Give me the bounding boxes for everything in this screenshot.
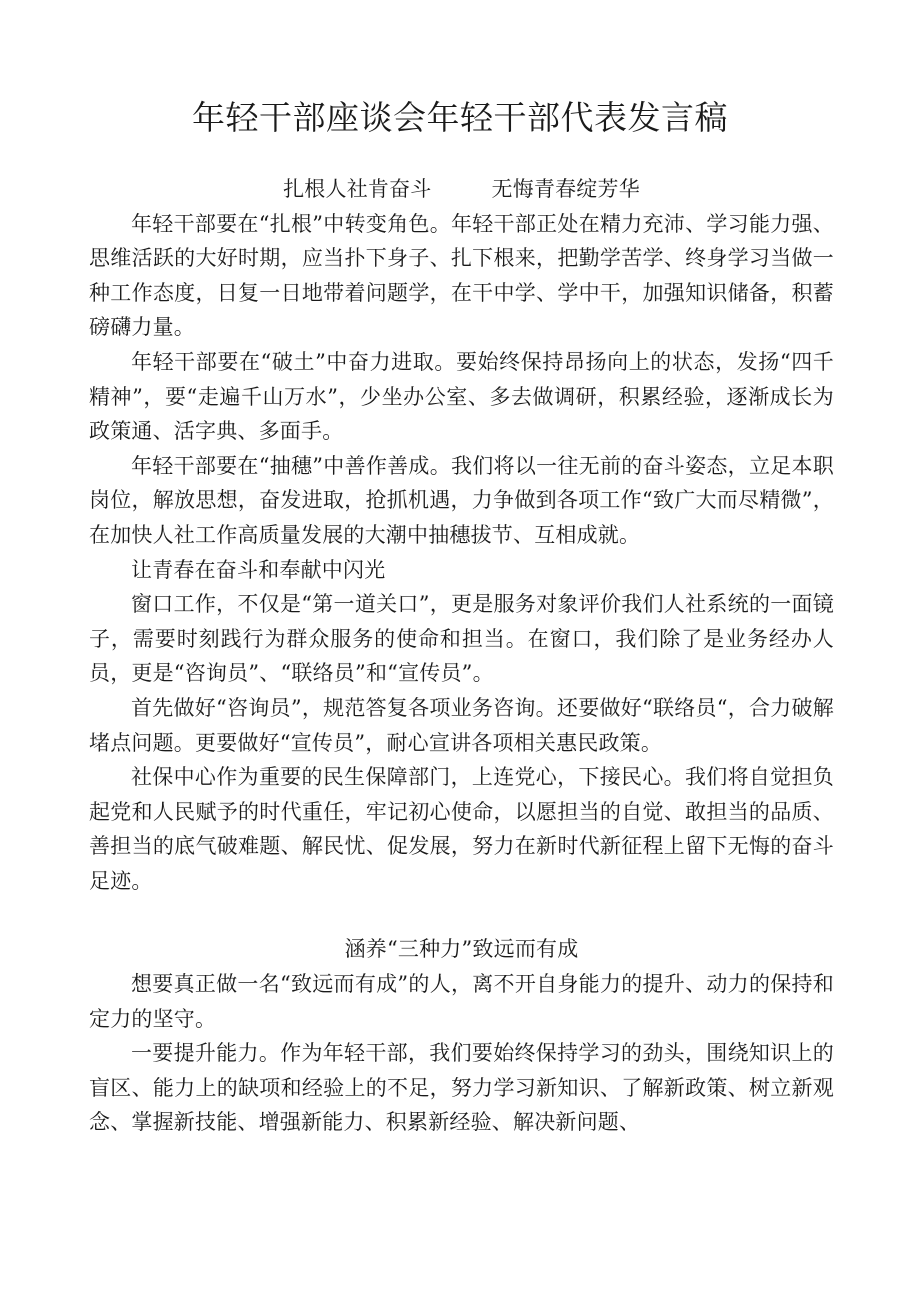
- paragraph: 一要提升能力。作为年轻干部，我们要始终保持学习的劲头，围绕知识上的盲区、能力上的缺项和经验上的不足，努力学习新知识、了解新政策、树立新观念、掌握新技能、增强新能力、积累新经验、解决新问题、: [89, 1041, 834, 1135]
- paragraph: 年轻干部要在“破土”中奋力进取。要始终保持昂扬向上的状态，发扬“四千精神”，要“走遍千山万水”，少坐办公室、多去做调研，积累经验，逐渐成长为政策通、活字典、多面手。: [89, 349, 834, 444]
- document-body: [89, 172, 834, 1140]
- section-1-subtitle-left: 扎根人社肯奋斗: [283, 177, 432, 201]
- paragraph: 年轻干部要在“扎根”中转变角色。年轻干部正处在精力充沛、学习能力强、思维活跃的大好时期，应当扑下身子、扎下根来，把勤学苦学、终身学习当做一种工作态度，日复一日地带着问题学，在干中学、学中干，加强知识储备，积蓄磅礴力量。: [89, 211, 834, 340]
- paragraph: 年轻干部要在“抽穗”中善作善成。我们将以一往无前的奋斗姿态，立足本职岗位，解放思想，奋发进取，抢抓机遇，力争做到各项工作“致广大而尽精微”，在加快人社工作高质量发展的大潮中抽穗拔节、互相成就。: [89, 453, 834, 547]
- paragraph: 想要真正做一名“致远而有成”的人，离不开自身能力的提升、动力的保持和定力的坚守。: [89, 972, 834, 1031]
- section-2-heading: 让青春在奋斗和奉献中闪光: [131, 557, 386, 582]
- paragraph: 首先做好“咨询员”，规范答复各项业务咨询。还要做好“联络员“，合力破解堵点问题。更要做好“宣传员”，耐心宣讲各项相关惠民政策。: [89, 695, 834, 755]
- section-1-subtitle: [89, 172, 834, 207]
- section-1-subtitle-right: 无悔青春绽芳华: [491, 177, 640, 201]
- section-3-heading: 涵养“三种力”致远而有成: [344, 937, 579, 962]
- section-spacer: [89, 898, 834, 932]
- document-title: 年轻干部座谈会年轻干部代表发言稿: [192, 98, 728, 137]
- paragraph: 窗口工作，不仅是“第一道关口”，更是服务对象评价我们人社系统的一面镜子，需要时刻践行为群众服务的使命和担当。在窗口，我们除了是业务经办人员，更是“咨询员”、“联络员”和“宣传员”。: [89, 592, 834, 686]
- paragraph: 社保中心作为重要的民生保障部门，上连党心，下接民心。我们将自觉担负起党和人民赋予的时代重任，牢记初心使命，以愿担当的自觉、敢担当的品质、善担当的底气破难题、解民忧、促发展，努力在新时代新征程上留下无悔的奋斗足迹。: [89, 765, 834, 893]
